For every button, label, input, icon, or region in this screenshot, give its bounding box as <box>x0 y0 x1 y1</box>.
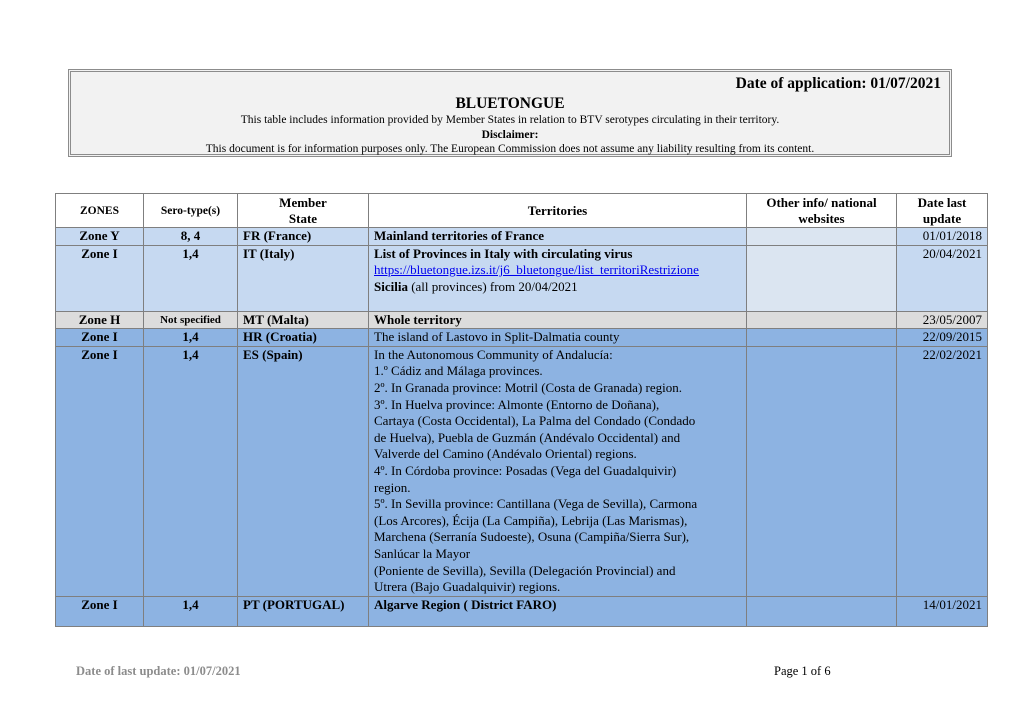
zone-cell: Zone I <box>56 245 144 311</box>
column-header-date-last-update: Date last update <box>897 194 988 228</box>
table-row <box>56 596 988 626</box>
territory-cell: In the Autonomous Community of Andalucía: 1.º Cádiz and Málaga provinces. 2º. In Granada province: Motril (Costa de Granada) region. 3º. In Huelva province: Almonte (Entorno de Doñana), Cartaya (Costa Occidental), La Palma del Condado (Condado de Huelva), Puebla de Guzmán (Andévalo Occidental) and Valverde del Camino (Andévalo Oriental) regions. 4º. In Córdoba province: Posadas (Vega del Guadalquivir) region. 5º. In Sevilla province: Cantillana (Vega de Sevilla), Carmona (Los Arcores), Écija (La Campiña), Lebrija (Las Marismas), Marchena (Serranía Sudoeste), Osuna (Campiña/Sierra Sur), Sanlúcar la Mayor (Poniente de Sevilla), Sevilla (Delegación Provincial) and Utrera (Bajo Guadalquivir) regions. <box>369 346 747 596</box>
other-info-cell <box>747 228 897 246</box>
zones-table <box>55 193 988 627</box>
table-row <box>56 311 988 329</box>
territory-cell <box>369 245 747 311</box>
zone-cell: Zone I <box>56 329 144 347</box>
zone-cell: Zone H <box>56 311 144 329</box>
disclaimer-text: This document is for information purposes only. The European Commission does not assume any liability resulting from its content. <box>205 143 815 155</box>
serotype-cell: 1,4 <box>144 329 238 347</box>
other-info-cell <box>747 596 897 626</box>
date-cell: 23/05/2007 <box>897 311 988 329</box>
zone-cell: Zone Y <box>56 228 144 246</box>
date-cell: 14/01/2021 <box>897 596 988 626</box>
date-cell: 22/02/2021 <box>897 346 988 596</box>
table-row <box>56 346 988 596</box>
serotype-cell: 1,4 <box>144 245 238 311</box>
header-box <box>68 69 952 157</box>
serotype-cell: 1,4 <box>144 596 238 626</box>
member-state-cell: FR (France) <box>238 228 369 246</box>
territory-cell: Algarve Region ( District FARO) <box>369 596 747 626</box>
other-info-cell <box>747 245 897 311</box>
document-subtitle: This table includes information provided by Member States in relation to BTV serotypes circulating in their territory. <box>240 114 780 126</box>
member-state-cell: MT (Malta) <box>238 311 369 329</box>
territory-cell: Whole territory <box>369 311 747 329</box>
territory-heading: List of Provinces in Italy with circulating virus <box>374 245 633 261</box>
date-of-application: Date of application: 01/07/2021 <box>735 75 941 92</box>
other-info-cell <box>747 329 897 347</box>
other-info-cell <box>747 346 897 596</box>
member-state-cell: IT (Italy) <box>238 245 369 311</box>
disclaimer-label: Disclaimer: <box>481 129 539 141</box>
other-info-cell <box>747 311 897 329</box>
zone-cell: Zone I <box>56 596 144 626</box>
column-header-other-info: Other info/ national websites <box>747 194 897 228</box>
serotype-cell: Not specified <box>144 311 238 329</box>
document-title: BLUETONGUE <box>455 95 565 112</box>
territory-note: Sicilia (all provinces) from 20/04/2021 <box>374 278 578 294</box>
column-header-territories: Territories <box>369 194 747 228</box>
column-header-serotypes: Sero-type(s) <box>144 194 238 228</box>
member-state-cell: PT (PORTUGAL) <box>238 596 369 626</box>
date-cell: 01/01/2018 <box>897 228 988 246</box>
table-row <box>56 329 988 347</box>
date-cell: 22/09/2015 <box>897 329 988 347</box>
footer-last-update: Date of last update: 01/07/2021 <box>76 664 241 678</box>
table-header-row <box>56 194 988 228</box>
territory-cell: Mainland territories of France <box>369 228 747 246</box>
serotype-cell: 1,4 <box>144 346 238 596</box>
serotype-cell: 8, 4 <box>144 228 238 246</box>
table-row <box>56 245 988 311</box>
column-header-member-state: Member State <box>238 194 369 228</box>
table-row <box>56 228 988 246</box>
column-header-zones: ZONES <box>56 194 144 228</box>
territory-cell: The island of Lastovo in Split-Dalmatia county <box>369 329 747 347</box>
member-state-cell: HR (Croatia) <box>238 329 369 347</box>
date-cell: 20/04/2021 <box>897 245 988 311</box>
territory-link[interactable]: https://bluetongue.izs.it/j6_bluetongue/list_territoriRestrizione <box>374 262 699 278</box>
member-state-cell: ES (Spain) <box>238 346 369 596</box>
footer-page-number: Page 1 of 6 <box>774 664 831 678</box>
zone-cell: Zone I <box>56 346 144 596</box>
